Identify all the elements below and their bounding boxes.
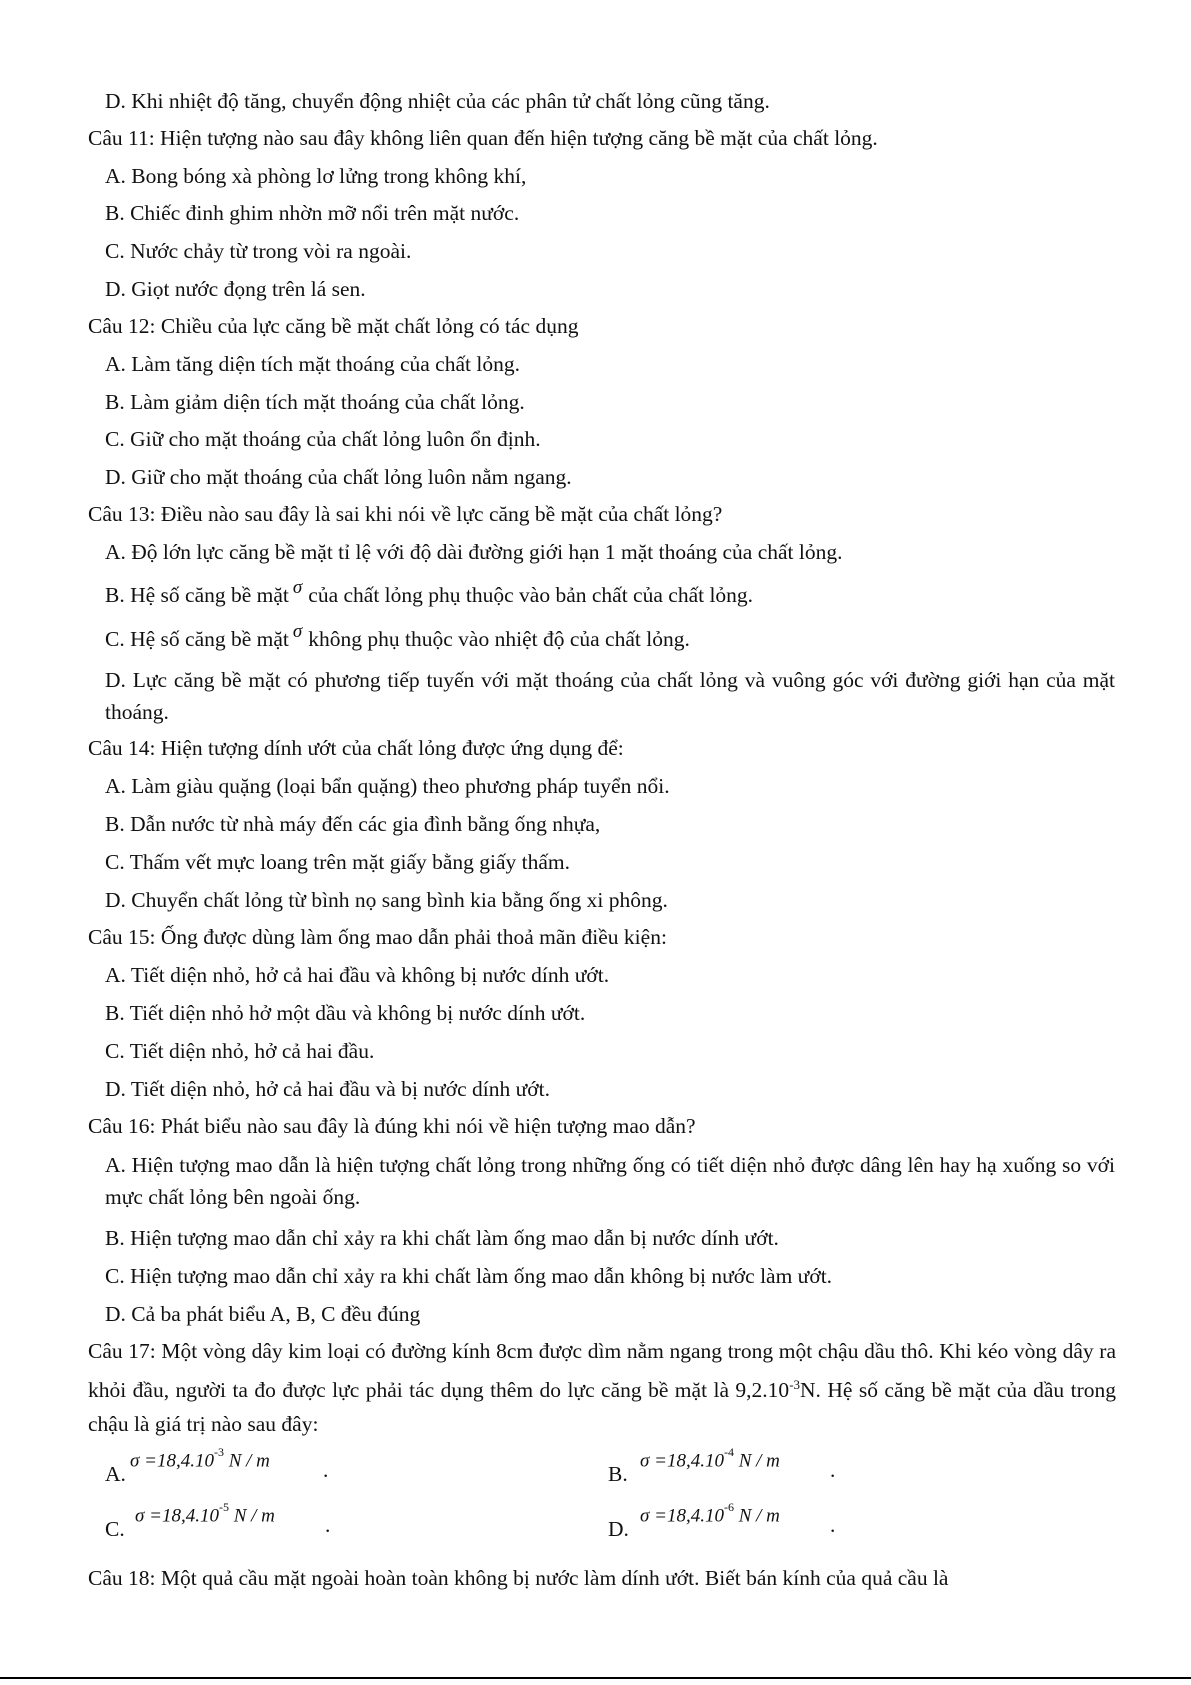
q13-option-b [105,577,754,610]
question-17 [88,1334,1116,1441]
q12-option-d: D. Giữ cho mặt thoáng của chất lỏng luôn nằm ngang. [105,465,572,489]
formula-period: . [325,1513,331,1537]
q14-option-d: D. Chuyển chất lỏng từ bình nọ sang bình kia bằng ống xi phông. [105,888,668,912]
formula-period: . [830,1458,836,1482]
question-15: Câu 15: Ống được dùng làm ống mao dẫn phải thoả mãn điều kiện: [88,925,667,949]
formula-exponent: -3 [213,1445,224,1459]
footer-divider [0,1677,1191,1679]
formula-base: σ =18,4.10 [130,1450,214,1472]
option-label: C. [105,1517,125,1541]
q17-text-start: Câu 17: Một vòng dây kim loại có đường kính 8cm được dìm nằm ngang trong một chậu dầu thô. Khi kéo vòng dây ra khỏi đầu, người ta đo được lực phải tác dụng thêm do lực căng bề mặt là 9,2.10 [88,1339,1116,1403]
q15-option-a: A. Tiết diện nhỏ, hở cả hai đầu và không bị nước dính ướt. [105,963,610,987]
q16-option-b: B. Hiện tượng mao dẫn chỉ xảy ra khi chất làm ống mao dẫn bị nước dính ướt. [105,1226,779,1250]
sigma-formula [135,1500,275,1527]
q14-option-b: B. Dẫn nước từ nhà máy đến các gia đình bằng ống nhựa, [105,812,601,836]
formula-base: σ =18,4.10 [640,1505,724,1527]
q16-option-d: D. Cả ba phát biểu A, B, C đều đúng [105,1302,421,1326]
question-16: Câu 16: Phát biểu nào sau đây là đúng khi nói về hiện tượng mao dẫn? [88,1114,696,1138]
question-14: Câu 14: Hiện tượng dính ướt của chất lỏng được ứng dụng để: [88,736,624,760]
formula-exponent: -5 [218,1500,229,1514]
formula-exponent: -4 [723,1445,734,1459]
q11-option-d: D. Giọt nước đọng trên lá sen. [105,277,366,301]
q12-option-c: C. Giữ cho mặt thoáng của chất lỏng luôn ổn định. [105,427,541,451]
q17-text-end: N. Hệ số căng bề mặt của dầu trong chậu là giá trị nào sau đây: [88,1378,1116,1437]
formula-period: . [830,1513,836,1537]
sigma-symbol: σ [292,621,303,642]
formula-period: . [323,1458,329,1482]
formula-exponent: -6 [723,1500,734,1514]
q13c-text-start: C. Hệ số căng bề mặt [105,627,289,651]
q13-option-c [105,621,690,654]
q15-option-b: B. Tiết diện nhỏ hở một dầu và không bị nước dính ướt. [105,1001,586,1025]
question-12: Câu 12: Chiều của lực căng bề mặt chất lỏng có tác dụng [88,314,579,338]
q12-option-b: B. Làm giảm diện tích mặt thoáng của chất lỏng. [105,390,525,414]
q16-option-a: A. Hiện tượng mao dẫn là hiện tượng chất lỏng trong những ống có tiết diện nhỏ được dâng lên hay hạ xuống so với mực chất lỏng bên ngoài ống. [105,1153,1115,1209]
q15-option-d: D. Tiết diện nhỏ, hở cả hai đầu và bị nước dính ướt. [105,1077,550,1101]
sigma-symbol: σ [292,577,303,598]
formula-base: σ =18,4.10 [640,1450,724,1472]
q13c-text-end: không phụ thuộc vào nhiệt độ của chất lỏng. [308,627,690,651]
q13b-text-end: của chất lỏng phụ thuộc vào bản chất của chất lỏng. [308,583,754,607]
q15-option-c: C. Tiết diện nhỏ, hở cả hai đầu. [105,1039,375,1063]
q17-exponent: -3 [789,1377,801,1392]
sigma-formula [130,1445,270,1472]
q14-option-a: A. Làm giàu quặng (loại bẩn quặng) theo phương pháp tuyển nổi. [105,774,670,798]
sigma-formula [640,1500,780,1527]
formula-unit: N / m [738,1505,780,1527]
option-label: D. [608,1517,629,1541]
formula-unit: N / m [233,1505,275,1527]
option-label: B. [608,1462,628,1486]
option-label: A. [105,1462,126,1486]
question-11: Câu 11: Hiện tượng nào sau đây không liên quan đến hiện tượng căng bề mặt của chất lỏng. [88,126,878,150]
q16-option-c: C. Hiện tượng mao dẫn chỉ xảy ra khi chất làm ống mao dẫn không bị nước làm ướt. [105,1264,833,1288]
question-18: Câu 18: Một quả cầu mặt ngoài hoàn toàn không bị nước làm dính ướt. Biết bán kính của quả cầu là [88,1566,949,1590]
formula-base: σ =18,4.10 [135,1505,219,1527]
q11-option-c: C. Nước chảy từ trong vòi ra ngoài. [105,239,412,263]
formula-unit: N / m [738,1450,780,1472]
question-13: Câu 13: Điều nào sau đây là sai khi nói về lực căng bề mặt của chất lỏng? [88,502,723,526]
q13-option-d: D. Lực căng bề mặt có phương tiếp tuyến với mặt thoáng của chất lỏng và vuông góc với đường giới hạn của mặt thoáng. [105,668,1115,724]
q12-option-a: A. Làm tăng diện tích mặt thoáng của chất lỏng. [105,352,520,376]
q13-option-a: A. Độ lớn lực căng bề mặt tỉ lệ với độ dài đường giới hạn 1 mặt thoáng của chất lỏng. [105,540,843,564]
q13b-text-start: B. Hệ số căng bề mặt [105,583,289,607]
q11-option-a: A. Bong bóng xà phòng lơ lửng trong không khí, [105,164,527,188]
sigma-formula [640,1445,780,1472]
q10-option-d: D. Khi nhiệt độ tăng, chuyển động nhiệt của các phân tử chất lỏng cũng tăng. [105,89,770,113]
q11-option-b: B. Chiếc đinh ghim nhờn mỡ nổi trên mặt nước. [105,201,520,225]
q14-option-c: C. Thấm vết mực loang trên mặt giấy bằng giấy thấm. [105,850,571,874]
formula-unit: N / m [228,1450,270,1472]
